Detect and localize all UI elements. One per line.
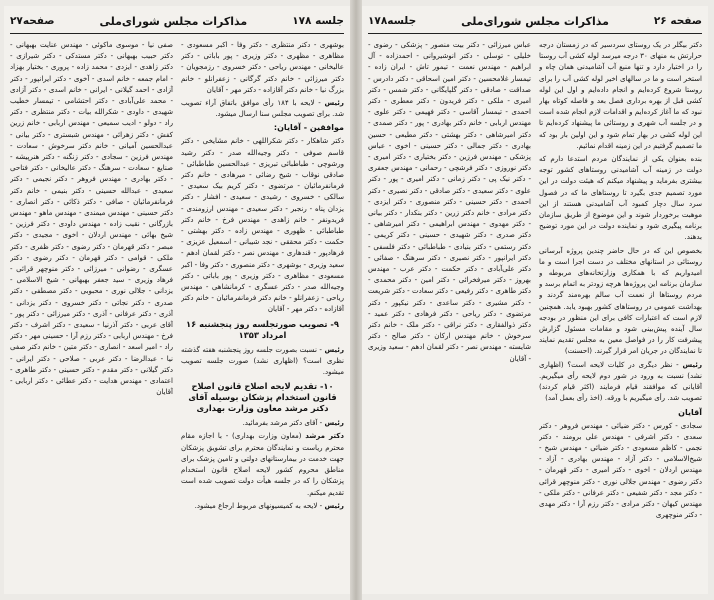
right-page-columns xyxy=(368,39,702,590)
left-page-title: مذاکرات مجلس شورای‌ملی xyxy=(99,14,248,28)
right-page-column-left xyxy=(368,39,531,590)
speech-text: - لایحه به کمیسیونهای مربوط ارجاع میشود. xyxy=(194,500,323,510)
paragraph: بنده بعنوان یکی از نمایندگان مردم استدعا دارم که دولت در زمینه آب آشامیدنی روستاهای کشور توجه بیشتری بفرماید و پیشنهاد میکنم که هیئت دولت در این مورد تصمیم جدی بگیرد تا روستاهای ما که در فصول سرد سال دچار کمبود آب آشامیدنی هستند از این موهبت برخوردار شوند و این موضوع از طریق سازمان برنامه پیگیری شود و نماینده دولت در این مورد توضیح بدهند. xyxy=(539,154,702,242)
right-page xyxy=(362,6,708,594)
speaker-label: رئیس xyxy=(324,418,344,428)
left-page-session: جلسه ۱۷۸ xyxy=(292,15,344,27)
right-page-number: صفحه ۲۶ xyxy=(653,15,702,27)
speaker-label: دکتر مرشد xyxy=(305,431,344,441)
paragraph xyxy=(181,500,344,511)
left-page-header xyxy=(10,10,344,32)
right-page-header xyxy=(368,10,702,32)
section-title: ۱۰- تقدیم لایحه اصلاح قانون اصلاح قانون استخدام پزشکان بوسیله آقای دکتر مرشد معاون وزارت بهداری xyxy=(188,381,337,414)
paragraph: دکتر شاهکار - دکتر شکراللهی - خانم مشایخی - دکتر قاسم صوفی - دکتر وجیه‌الله صدر - دکتر رشید ورشوچی - طباطبائی تبریزی - عبدالحسین طباطبائی - صادقی نوقاب - شیخ رضائی - میرهادی - خانم دکتر فرمانفرمائیان - مرتضوی - دکتر کریم بیک سعیدی - سالکی - خسروی - رشیدی - سعیدی - افشار - دکتر یزدان پناه - رنجبر - دکتر سعیدی - مهندس ارزومندی - فریدونفر - خانم زاهدی - مهندس فرخ - خانم دکتر طباطبائی - ظهوری - مهندس زاده - دکتر بهشتی - حکمت - دکتر محققی - نجد شیبانی - اسمعیل عزیزی - فرهادپور - قندهاری - مهندس نصر - دکتر لقمان ادهم - سعید وزیری - بوشهری - دکتر منصوری - دکتر وفا - اکبر مسعودی - مظاهری - دکتر وزیری - پور باباتی - دکتر وجیه‌الله صدر - دکتر عسگری - کرمانشاهی - مهندس ریاحی - زعفرانلو - خانم دکتر فرمانفرمائیان - خانم دکتر آقازاده - دکتر مهر - آقایان xyxy=(181,136,344,314)
paragraph xyxy=(181,430,344,497)
speech-text: (معاون وزارت بهداری) - با اجازه مقام محترم ریاست و نمایندگان محترم برای تشویق پزشکان جهت خدمت در بیمارستانهای دولتی و تامین پزشک برای مناطق محروم کشور لایحه اصلاح قانون استخدام پزشکان را که در جلسه هیأت دولت تصویب شده است تقدیم میکنم. xyxy=(181,431,344,497)
right-page-column-right xyxy=(539,39,702,590)
section-title: ۹- تصویب صورتجلسه روز پنجشنبه ۱۶ امرداد ۱۳۵۳ xyxy=(186,318,339,340)
speech-text: - لایحه با ۱۸۴ رأی موافق باتفاق آراء تصویب شد. برای تصویب مجلس سنا ارسال میشود. xyxy=(181,98,344,119)
right-page-session: جلسه۱۷۸ xyxy=(368,15,417,27)
left-page xyxy=(4,6,350,594)
paragraph xyxy=(539,359,702,404)
left-header-rule xyxy=(10,33,344,34)
paragraph: دکتر بیگلر در یک روستای سردسیر که در زمستان درجه حرارتش به منهای ۳۰ درجه میرسد لوله کشی آب روستا را در اختیار دارد و تنها منبع آب آشامیدنی همان چاه و استخر است و ما در سالهای اخیر لوله کشی آب را برای روستا شروع کرده‌ایم و انجام داده‌ایم و اول این لوله کشی قبل از بهره برداری فصل بعد و فاصله کوتاه بهار نبود که ما آغاز کرده‌ایم و اقدامات لازم انجام شده است و در جلسه آب شهری و روستائی ما پیشنهاد کرده‌ایم تا این لوله کشی در بهار تمام شود و این اولین بار بود که ما تصمیم گرفتیم در این زمینه اقدام نمائیم. xyxy=(539,40,702,150)
paragraph: بوشهری - دکتر منتظری - دکتر وفا - اکبر مسعودی - مظاهری - مظهری - دکتر وزیری - پور باباتی - دکتر عالیخانی - مهندس ریاحی - دکتر خسروی - رزمجویان - دکتر میرزائی - خانم دکتر گرگانی - زعفرانلو - خانم بزرگ نیا - خانم دکتر آقازاده - دکتر مهر - آقایان xyxy=(181,40,344,94)
right-page-title: مذاکرات مجلس شورای‌ملی xyxy=(461,14,609,28)
speaker-label: رئیس xyxy=(324,500,344,510)
subheading: موافقین - آقایان: xyxy=(273,123,344,133)
speaker-label: رئیس xyxy=(682,359,702,369)
speech-text: - آقای دکتر مرشد بفرمائید. xyxy=(242,418,323,428)
book-gutter xyxy=(350,0,362,600)
left-page-columns xyxy=(10,39,344,590)
speech-text: - نظر دیگری در کلیات لایحه است؟ (اظهاری نشد) نسبت به ورود در شور دوم لایحه رأی میگیریم. آقایانی که موافقند قیام فرمایند (اکثر قیام کردند) تصویب شد. رأی میگیریم با ورقه. (اخذ رأی بعمل آمد) xyxy=(539,359,702,403)
right-header-rule xyxy=(368,33,702,34)
speaker-label: رئیس xyxy=(324,98,344,108)
paragraph: صفی نیا - موسوی ماکوئی - مهندس عنایت بهبهانی - دکتر حبیب بهبهانی - دکتر مستدکی - دکتر شیرازی - دکتر زاهدی - ایزدی - محمد زاده - پروری - بختیار بهزاد - امام جمعه - خانم اسدی - آخوی - دکتر ایرانپور - دکتر آزادی - احمد گیلانی - ایرانی - خانم اسدی - دکتر آزادی - محمد علی‌آبادی - دکتر احتشامی - تیمسار خطیب شهیدی - داودی - شکرالله بیات - دکتر منتظری - دکتر راد - دولو - ادیب سمیعی - مهندس اربابی - خانم زرین کفش - دکتر زهرائی - مهندس شبستری - دکتر بیانی - عبدالحسین آمیانی - خانم دکتر سرخوش - سعادت - مهندس فرزین - سجادی - دکتر زنگنه - دکتر هنرپیشه - صنایع - سعادت - سرهنگ - دکتر عالیخانی - دکتر فتاحی - دکتر بهادری - مهندس فروهر - دکتر نجیمی - دکتر سعیدی - عبدالله حسینی - دکتر بنیمی - خانم دکتر فرمانفرمائیان - صافی - دکتر ذکائی - دکتر انصاری - دکتر حسینی - مهندس میمندی - مهندس ماهو - مهندس بازرگانی - نقیب زاده - مهندس داودی - دکتر فرزین - شیخ بهائی - مهندس اردلان - اخوی - مجیدی - دکتر مبصر - دکتر قهرمان - دکتر رضوی - دکتر ظفری - دکتر ملکی - قوامی - دکتر قهرمان - دکتر رضوی - دکتر عسگری - رضوانی - میرزائی - دکتر منوچهر قرائی - فرهاد وزیری - سید جعفر بهبهانی - شیخ الاسلامی - یزدانی - جلالی نوری - محبوبی - دکتر مصطفی - دکتر صدری - دکتر نجاتی - دکتر خسروی - دکتر یزدانی - آذری - دکتر عرفانی - آذری - دکتر میرزائی - دکتر پور - آقای عربی - دکتر آذرنیا - سعیدی - دکتر اشرف - دکتر فرخ - مهندس اربابی - دکتر رزم آرا - حسینی مهر - دکتر راد - امیر اسعد - انصاری - دکتر متین - خانم دکتر صفی نیا - عبدالرضا - دکتر عربی - صلاحی - دکتر ایرانی - دکتر گیلانی - دکتر مقدم - دکتر حسینی - دکتر طاهری - اعتمادی - مهندس هدایت - دکتر عطائی - دکتر اربابی - آقایان xyxy=(10,40,173,397)
subheading: آقایان xyxy=(678,407,702,417)
paragraph: سجادی - کورس - دکتر ضیائی - مهندس فروهر - دکتر سعدی - دکتر اشرفی - مهندس علی برومند - دکتر نجمی - کاظم مسعودی - دکتر ضیائی - مهندس شیخ - شیخ‌الاسلامی - دکتر آزاد - مهندس بهادری - آزاد - مهندس اردلان - اخوی - دکتر امیری - دکتر قهرمان - دکتر رضوی - مهندس جلالی نوری - دکتر منوچهر قرائی - دکتر مجد - دکتر شفیعی - دکتر عرفانی - دکتر ملکی - مهندس کیهان - دکتر مرادی - دکتر رزم آرا - دکتر مهدی - دکتر منوچهری xyxy=(539,420,702,520)
paragraph: بخصوص این که در حال حاضر چندین پروژه آبرسانی روستائی در استانهای مختلف در دست اجرا است و ما امیدواریم که با همکاری وزارتخانه‌های مربوطه و سازمان برنامه این پروژه‌ها هرچه زودتر به اتمام برسد و مردم روستاها از نعمت آب سالم بهره‌مند گردند و بهداشت عمومی در روستاهای کشور بهبود یابد. همچنین لازم است که اعتبارات کافی برای این منظور در بودجه سال آینده پیش‌بینی شود و مقامات مسئول گزارش پیشرفت کار را در فواصل معین به مجلس تقدیم نمایند تا نمایندگان در جریان امر قرار گیرند. (احسنت) xyxy=(539,245,702,356)
paragraph xyxy=(181,344,344,378)
paragraph xyxy=(181,417,344,428)
left-page-column-right xyxy=(181,39,344,590)
speaker-label: رئیس xyxy=(324,344,344,354)
paragraph: عباس میرزائی - دکتر بیت منصور - پزشکی - رضوی - خلیلی - توسلی - دکتر انوشیروانی - احمدزاده - آل ابراهیم - مهندس نعمت - تیمور تاش - ایران زاده - تیمسار غلامحسین - دکتر امین اسحاقی - دکتر دادرس - صداقت - صادقی - دکتر گلپایگانی - دکتر شمس - دکتر امیری - ملکی - دکتر فریدون - دکتر معطری - دکتر احمدی - تیمسار آقاسی - دکتر فهیمی - دکتر علوی - مهندس اربابی - خانم دکتر بهادری - پور - دکتر صمدی - دکتر امیرشاهی - دکتر بهشتی - دکتر مطیعی - حسین بهادری - دکتر جمالی - دکتر حسینی - اخوی - عباس پزشکی - مهندس فرزین - دکتر بختیاری - دکتر امیری - دکتر نوروزی - دکتر فرشچی - رحمانی - مهندس جعفری - دکتر نیک پی - دکتر زمانی - دکتر امیری - پور - دکتر علوی - دکتر سعیدی - دکتر صادقی - دکتر نصیری - دکتر احمدی - دکتر حسینی - دکتر منصوری - دکتر ایزدی - دکتر مرادی - خانم دکتر زرین - دکتر بنکدار - دکتر بیانی - دکتر مهدوی - مهندس ابراهیمی - دکتر امیرشاهی - دکتر صدری - دکتر شهیدی - حسینی - دکتر کریمی - دکتر رستمی - دکتر بنیادی - طباطبائی - دکتر فلسفی - دکتر ایرانپور - دکتر نصیری - دکتر سرهنگ - صفائی - دکتر علی‌آبادی - دکتر حکمت - دکتر عرب - مهندس بهروز - دکتر میرفخرائی - دکتر امین - دکتر محمدی - دکتر طاهری - دکتر رفیعی - دکتر سعادت - دکتر شریعت - دکتر مشیری - دکتر ساعدی - دکتر نیکپور - دکتر مرتضوی - دکتر ریاحی - دکتر فرهادی - دکتر عمید - دکتر ذوالفقاری - دکتر نراقی - دکتر ملک - خانم دکتر سرخوش - خانم مهندس ارکان - دکتر صالح - دکتر شایسته - مهندس نصر - دکتر لقمان ادهم - سعید وزیری - آقایان xyxy=(368,40,531,363)
speech-text: - نسبت بصورت جلسه روز پنجشنبه هفته گذشته نظری است؟ (اظهاری نشد) صورت جلسه تصویب میشود. xyxy=(181,344,344,377)
left-page-column-left xyxy=(10,39,173,590)
paragraph xyxy=(181,97,344,119)
left-page-number: صفحه۲۷ xyxy=(10,15,55,27)
